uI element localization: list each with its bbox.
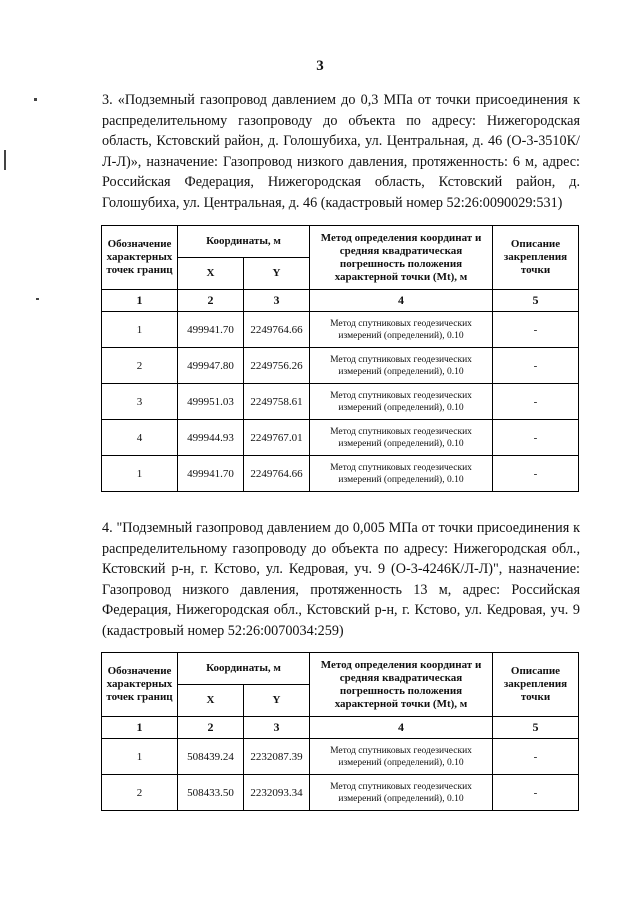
header-coordinates: Координаты, м bbox=[178, 653, 310, 685]
point-id: 1 bbox=[102, 456, 178, 492]
coord-y: 2232093.34 bbox=[244, 775, 310, 811]
point-description: - bbox=[493, 312, 579, 348]
coordinates-table-2 bbox=[101, 652, 579, 811]
method-text: Метод спутниковых геодезических измерений (определений), 0.10 bbox=[310, 384, 493, 420]
coord-x: 508433.50 bbox=[178, 775, 244, 811]
col-num: 3 bbox=[244, 290, 310, 312]
coordinates-table-1 bbox=[101, 225, 579, 492]
point-id: 2 bbox=[102, 348, 178, 384]
header-description: Описание закрепления точки bbox=[493, 226, 579, 290]
col-num: 2 bbox=[178, 290, 244, 312]
table-row bbox=[102, 420, 579, 456]
method-text: Метод спутниковых геодезических измерений (определений), 0.10 bbox=[310, 739, 493, 775]
point-description: - bbox=[493, 775, 579, 811]
col-num: 2 bbox=[178, 717, 244, 739]
header-x: X bbox=[178, 685, 244, 717]
point-id: 1 bbox=[102, 739, 178, 775]
section-4-paragraph: 4. "Подземный газопровод давлением до 0,005 МПа от точки присоединения к распределительному газопроводу до объекта по адресу: Нижегородская обл., Кстовский р-н, г. Кстово, ул. Кедровая, уч. 9 (О-3-4246К/Л-Л)", назначение: Газопровод низкого давления, протяженность 13 м, адрес: Российская Федерация, Нижегородская обл., Кстовский р-н, г. Кстово, ул. Кедровая, уч. 9 (кадастровый номер 52:26:0070034:259) bbox=[102, 520, 580, 639]
coord-x: 499947.80 bbox=[178, 348, 244, 384]
header-y: Y bbox=[244, 258, 310, 290]
point-description: - bbox=[493, 456, 579, 492]
point-id: 3 bbox=[102, 384, 178, 420]
col-num: 3 bbox=[244, 717, 310, 739]
header-x: X bbox=[178, 258, 244, 290]
col-num: 1 bbox=[102, 290, 178, 312]
point-id: 4 bbox=[102, 420, 178, 456]
method-text: Метод спутниковых геодезических измерений (определений), 0.10 bbox=[310, 775, 493, 811]
table-row bbox=[102, 739, 579, 775]
header-method: Метод определения координат и средняя квадратическая погрешность положения характерной точки (Mt), м bbox=[310, 226, 493, 290]
table-row bbox=[102, 384, 579, 420]
method-text: Метод спутниковых геодезических измерений (определений), 0.10 bbox=[310, 456, 493, 492]
coord-x: 499941.70 bbox=[178, 312, 244, 348]
header-coordinates: Координаты, м bbox=[178, 226, 310, 258]
method-text: Метод спутниковых геодезических измерений (определений), 0.10 bbox=[310, 312, 493, 348]
header-method: Метод определения координат и средняя квадратическая погрешность положения характерной точки (Mt), м bbox=[310, 653, 493, 717]
header-designation: Обозначение характерных точек границ bbox=[102, 653, 178, 717]
point-id: 2 bbox=[102, 775, 178, 811]
coord-y: 2249756.26 bbox=[244, 348, 310, 384]
coord-x: 499951.03 bbox=[178, 384, 244, 420]
method-text: Метод спутниковых геодезических измерений (определений), 0.10 bbox=[310, 420, 493, 456]
page-number: 3 bbox=[316, 58, 324, 74]
table-row bbox=[102, 312, 579, 348]
point-description: - bbox=[493, 384, 579, 420]
header-y: Y bbox=[244, 685, 310, 717]
col-num: 4 bbox=[310, 717, 493, 739]
table-row bbox=[102, 456, 579, 492]
header-description: Описапие закрепления точки bbox=[493, 653, 579, 717]
point-description: - bbox=[493, 348, 579, 384]
table-row bbox=[102, 775, 579, 811]
scan-mark bbox=[36, 298, 39, 300]
header-designation: Обозначение характерных точек границ bbox=[102, 226, 178, 290]
scan-mark bbox=[4, 150, 6, 170]
col-num: 1 bbox=[102, 717, 178, 739]
coord-x: 499941.70 bbox=[178, 456, 244, 492]
column-number-row bbox=[102, 290, 579, 312]
coord-x: 508439.24 bbox=[178, 739, 244, 775]
coord-y: 2249758.61 bbox=[244, 384, 310, 420]
scan-mark bbox=[34, 98, 37, 101]
coord-y: 2232087.39 bbox=[244, 739, 310, 775]
section-3-paragraph: 3. «Подземный газопровод давлением до 0,3 МПа от точки присоединения к распределительному газопроводу до объекта по адресу: Нижегородская область, Кстовский район, д. Голошубиха, ул. Центральная, д. 46 (О-3-3510К/Л-Л)», назначение: Газопровод низкого давления, протяженность: 6 м, адрес: Российская Федерация, Нижегородская область, Кстовский район, д. Голошубиха, ул. Центральная, д. 46 (кадастровый номер 52:26:0090029:531) bbox=[102, 92, 580, 211]
point-id: 1 bbox=[102, 312, 178, 348]
method-text: Метод спутниковых геодезических измерений (определений), 0.10 bbox=[310, 348, 493, 384]
col-num: 5 bbox=[493, 717, 579, 739]
coord-y: 2249767.01 bbox=[244, 420, 310, 456]
point-description: - bbox=[493, 420, 579, 456]
coord-y: 2249764.66 bbox=[244, 312, 310, 348]
point-description: - bbox=[493, 739, 579, 775]
coord-y: 2249764.66 bbox=[244, 456, 310, 492]
table-row bbox=[102, 348, 579, 384]
coord-x: 499944.93 bbox=[178, 420, 244, 456]
column-number-row bbox=[102, 717, 579, 739]
col-num: 5 bbox=[493, 290, 579, 312]
col-num: 4 bbox=[310, 290, 493, 312]
